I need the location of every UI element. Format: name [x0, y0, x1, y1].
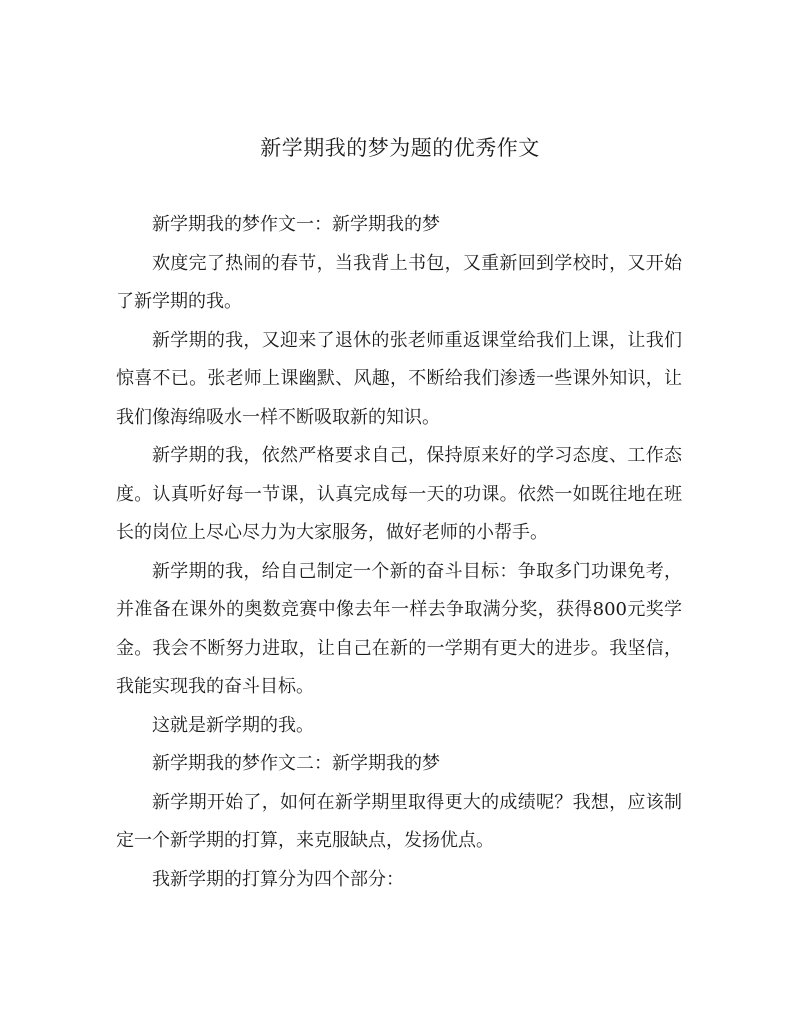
- paragraph: 新学期开始了，如何在新学期里取得更大的成绩呢？我想，应该制定一个新学期的打算，来克服缺点，发扬优点。: [116, 791, 682, 851]
- paragraph-heading-1: 新学期我的梦作文一：新学期我的梦: [152, 214, 440, 235]
- paragraph: 新学期的我，依然严格要求自己，保持原来好的学习态度、工作态度。认真听好每一节课，认真完成每一天的功课。依然一如既往地在班长的岗位上尽心尽力为大家服务，做好老师的小帮手。: [116, 445, 682, 543]
- paragraph-heading-2: 新学期我的梦作文二：新学期我的梦: [152, 753, 440, 774]
- paragraph: 新学期的我，又迎来了退休的张老师重返课堂给我们上课，让我们惊喜不已。张老师上课幽默、风趣，不断给我们渗透一些课外知识，让我们像海绵吸水一样不断吸取新的知识。: [116, 329, 682, 428]
- paragraph: 欢度完了热闹的春节，当我背上书包，又重新回到学校时，又开始了新学期的我。: [116, 252, 682, 312]
- paragraph: 这就是新学期的我。: [152, 714, 314, 736]
- document-title: 新学期我的梦为题的优秀作文: [260, 136, 540, 160]
- paragraph: 我新学期的打算分为四个部分：: [152, 868, 404, 890]
- document-body: [116, 206, 682, 899]
- paragraph: 新学期的我，给自己制定一个新的奋斗目标：争取多门功课免考，并准备在课外的奥数竞赛中像去年一样去争取满分奖，获得800元奖学金。我会不断努力进取，让自己在新的一学期有更大的进步。我坚信，我能实现我的奋斗目标。: [116, 560, 682, 697]
